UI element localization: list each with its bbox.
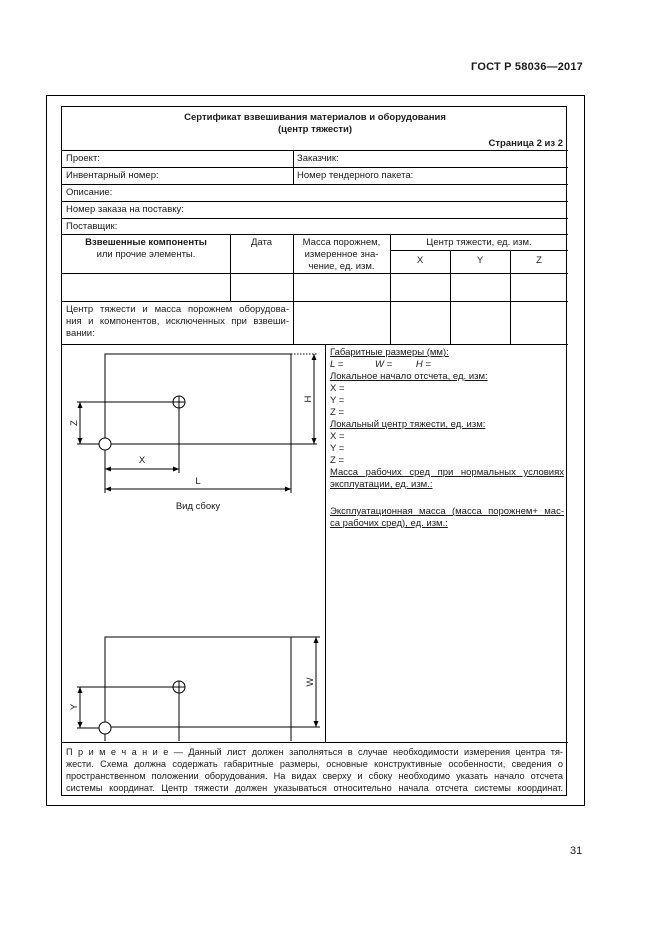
label-l-side: L xyxy=(195,476,201,487)
label-z: Z xyxy=(69,420,80,426)
col-x-header: X xyxy=(416,255,424,266)
standard-number: ГОСТ Р 58036—2017 xyxy=(471,61,583,73)
col-mass-header-3: чение, ед. изм. xyxy=(308,261,375,272)
note-line-3: пространственном положении оборудования. На видах сверху и сбоку необходимо указать начало отсчета xyxy=(66,771,563,781)
top-origin-marker xyxy=(99,722,111,734)
label-y: Y xyxy=(69,703,80,711)
diagram-area xyxy=(62,345,324,741)
excluded-row-label: Центр тяжести и масса порожнем оборудова- xyxy=(66,304,289,315)
note-line-2: жести. Схема должна содержать габаритные размеры, основные конструктивные особенности, сведения о xyxy=(66,759,563,769)
excluded-row-label-2: ния и компонентов, исключенных при взвеши- xyxy=(66,316,289,327)
label-h: H xyxy=(303,395,314,403)
page-number: 31 xyxy=(570,845,583,857)
note-line-4: системы координат. Центр тяжести должен указываться относительно начала отсчета системы координат. xyxy=(66,783,563,793)
excluded-row-label-3: вании: xyxy=(66,328,95,339)
col-mass-header-2: измеренное зна- xyxy=(304,249,379,260)
label-w: W xyxy=(305,677,316,687)
cog-y: Y = xyxy=(330,443,345,454)
col-date-header: Дата xyxy=(250,237,273,248)
order-number-field: Номер заказа на поставку: xyxy=(66,204,184,215)
col-components-subheader: или прочие элементы. xyxy=(96,249,196,260)
local-cog-title: Локальный центр тяжести, ед. изм: xyxy=(330,419,486,430)
side-origin-marker xyxy=(99,438,111,450)
cog-z: Z = xyxy=(330,455,344,466)
certificate-subtitle: (центр тяжести) xyxy=(277,124,353,135)
side-view-caption: Вид сбоку xyxy=(175,501,221,512)
top-view-body xyxy=(105,637,291,727)
label-x-side: X xyxy=(138,455,146,466)
overall-dimensions-title: Габаритные размеры (мм): xyxy=(330,347,449,358)
working-mass-label-2: эксплуатации, ед. изм.: xyxy=(330,479,433,490)
origin-x: X = xyxy=(330,383,345,394)
certificate-title: Сертификат взвешивания материалов и оборудования xyxy=(184,112,446,123)
col-y-header: Y xyxy=(476,255,484,266)
working-mass-label: Масса рабочих сред при нормальных условиях xyxy=(330,467,564,478)
origin-z: Z = xyxy=(330,407,344,418)
operational-mass-label: Эксплуатационная масса (масса порожнем+ мас- xyxy=(330,506,564,517)
label-x-top xyxy=(139,740,146,741)
lwh-values: L = W = H = xyxy=(330,359,431,370)
col-cog-header: Центр тяжести, ед. изм. xyxy=(426,237,532,248)
project-field: Проект: xyxy=(66,153,100,164)
side-view-body xyxy=(105,354,291,444)
certificate-form xyxy=(61,106,567,796)
origin-y: Y = xyxy=(330,395,345,406)
tender-number-field: Номер тендерного пакета: xyxy=(297,170,414,181)
supplier-field: Поставщик: xyxy=(66,221,118,232)
col-components-header: Взвешенные компоненты xyxy=(85,237,207,248)
operational-mass-label-2: са рабочих сред), ед. изм.: xyxy=(330,518,448,529)
col-z-header: Z xyxy=(536,255,542,266)
description-field: Описание: xyxy=(66,187,113,198)
local-origin-title: Локальное начало отсчета, ед. изм: xyxy=(330,371,488,382)
inventory-number-field: Инвентарный номер: xyxy=(66,170,159,181)
customer-field: Заказчик: xyxy=(297,153,339,164)
col-mass-header-1: Масса порожнем, xyxy=(302,237,381,248)
note-line-1: П р и м е ч а н и е — Данный лист должен заполняться в случае необходимости измерения центра тя- xyxy=(66,747,563,757)
page-info: Страница 2 из 2 xyxy=(488,138,563,149)
cog-x: X = xyxy=(330,431,345,442)
